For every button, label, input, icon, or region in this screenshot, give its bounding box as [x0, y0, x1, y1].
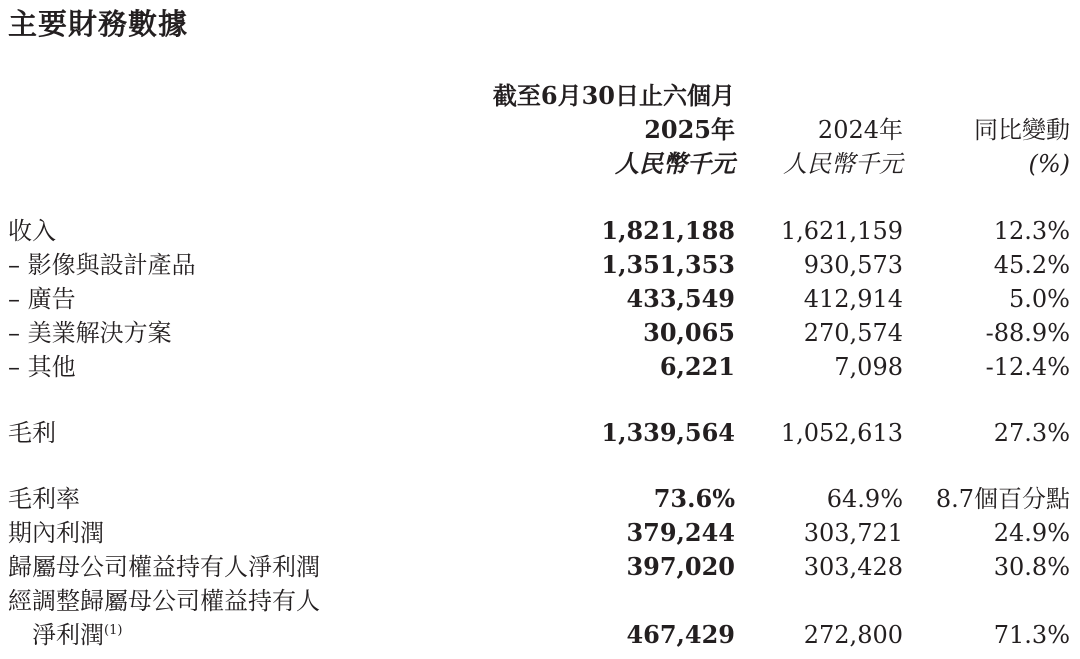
value-change: 71.3%	[993, 621, 1070, 649]
table-row-net-profit-attributable	[0, 550, 1080, 584]
value-2024: 303,721	[803, 519, 903, 547]
value-2024: 64.9%	[826, 485, 903, 513]
value-2024: 412,914	[803, 285, 903, 313]
period-header: 截至6月30日止六個月	[492, 81, 735, 110]
table-row-adjusted-net-profit-line1	[0, 584, 1080, 618]
value-2025: 467,429	[626, 620, 735, 649]
row-label: – 影像與設計產品	[8, 251, 196, 279]
value-2025: 30,065	[643, 318, 735, 347]
row-label: 收入	[8, 217, 56, 245]
value-change: 8.7個百分點	[935, 485, 1070, 513]
row-label: 毛利率	[8, 485, 80, 513]
table-row-gross-margin	[0, 482, 1080, 516]
value-2025: 433,549	[626, 284, 735, 313]
value-2024: 930,573	[803, 251, 903, 279]
table-row-revenue	[0, 214, 1080, 248]
row-label: 期內利潤	[8, 519, 104, 547]
table-row-adjusted-net-profit	[0, 618, 1080, 652]
value-2025: 397,020	[626, 552, 735, 581]
value-change: 45.2%	[993, 251, 1070, 279]
value-2024: 1,621,159	[780, 217, 903, 245]
table-row-beauty	[0, 316, 1080, 350]
col-2025-unit: 人民幣千元	[615, 149, 735, 178]
footnote-marker: (1)	[104, 623, 123, 638]
value-2024: 303,428	[803, 553, 903, 581]
row-label: – 其他	[8, 353, 76, 381]
value-change: 5.0%	[1009, 285, 1070, 313]
row-label: 經調整歸屬母公司權益持有人	[8, 587, 320, 615]
value-2024: 272,800	[803, 621, 903, 649]
row-label: 歸屬母公司權益持有人淨利潤	[8, 553, 320, 581]
value-2024: 270,574	[803, 319, 903, 347]
value-change: 12.3%	[993, 217, 1070, 245]
table-row-advertising	[0, 282, 1080, 316]
value-2025: 73.6%	[653, 484, 735, 513]
value-change: 24.9%	[993, 519, 1070, 547]
value-change: -12.4%	[985, 353, 1070, 381]
col-change-label: 同比變動	[974, 116, 1070, 144]
row-label: – 美業解決方案	[8, 319, 172, 347]
value-2025: 1,339,564	[601, 418, 735, 447]
value-2024: 7,098	[834, 353, 903, 381]
col-2024-year: 2024年	[817, 116, 903, 144]
col-2024-unit: 人民幣千元	[783, 150, 903, 178]
table-row-gross-profit	[0, 416, 1080, 450]
value-change: -88.9%	[985, 319, 1070, 347]
table-row-imaging	[0, 248, 1080, 282]
table-row-others	[0, 350, 1080, 384]
value-change: 27.3%	[993, 419, 1070, 447]
col-change-unit: (%)	[1028, 150, 1070, 178]
value-2025: 6,221	[659, 352, 735, 381]
page-title: 主要財務數據	[8, 7, 189, 41]
value-2024: 1,052,613	[780, 419, 903, 447]
row-label: – 廣告	[8, 285, 76, 313]
row-label: 毛利	[8, 419, 56, 447]
col-2025-year: 2025年	[644, 115, 735, 144]
value-change: 30.8%	[993, 553, 1070, 581]
table-row-period-profit	[0, 516, 1080, 550]
row-label: 淨利潤	[32, 621, 104, 649]
value-2025: 1,821,188	[601, 216, 735, 245]
row-label-wrapper	[32, 618, 122, 652]
value-2025: 1,351,353	[601, 250, 735, 279]
value-2025: 379,244	[626, 518, 735, 547]
